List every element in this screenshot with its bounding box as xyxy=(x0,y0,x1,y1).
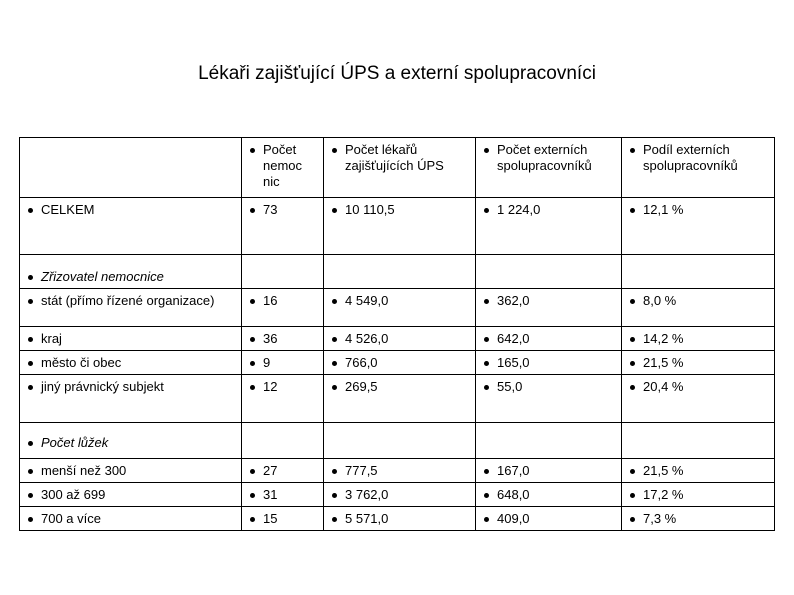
cell-share: 7,3 % xyxy=(622,507,775,531)
bullet-icon xyxy=(630,517,635,522)
header-row xyxy=(20,138,775,198)
cell-doctors: 5 571,0 xyxy=(324,507,476,531)
bullet-icon xyxy=(484,361,489,366)
header-line: Počet externích xyxy=(497,142,588,157)
bullet-icon xyxy=(332,148,337,153)
table-row xyxy=(20,327,775,351)
table-row xyxy=(20,375,775,423)
bullet-icon xyxy=(332,337,337,342)
bullet-icon xyxy=(28,337,33,342)
bullet-icon xyxy=(332,385,337,390)
header-line: nic xyxy=(263,174,280,189)
cell-doctors: 4 549,0 xyxy=(324,289,476,327)
cell-external: 362,0 xyxy=(476,289,622,327)
bullet-icon xyxy=(332,299,337,304)
table-row xyxy=(20,351,775,375)
bullet-icon xyxy=(28,441,33,446)
bullet-icon xyxy=(484,208,489,213)
bullet-icon xyxy=(250,517,255,522)
empty-cell xyxy=(242,255,324,289)
bullet-icon xyxy=(28,299,33,304)
row-label: CELKEM xyxy=(20,198,242,255)
header-line: spolupracovníků xyxy=(643,158,738,173)
bullet-icon xyxy=(28,361,33,366)
row-label: město či obec xyxy=(20,351,242,375)
cell-share: 21,5 % xyxy=(622,351,775,375)
table-row xyxy=(20,507,775,531)
cell-share: 17,2 % xyxy=(622,483,775,507)
section-heading-row xyxy=(20,255,775,289)
bullet-icon xyxy=(250,148,255,153)
bullet-icon xyxy=(630,361,635,366)
bullet-icon xyxy=(28,208,33,213)
bullet-icon xyxy=(484,299,489,304)
empty-cell xyxy=(324,255,476,289)
header-line: Podíl externích xyxy=(643,142,730,157)
page-title: Lékaři zajišťující ÚPS a externí spolupracovníci xyxy=(198,63,596,84)
bullet-icon xyxy=(630,385,635,390)
cell-external: 1 224,0 xyxy=(476,198,622,255)
row-label: stát (přímo řízené organizace) xyxy=(20,289,242,327)
empty-cell xyxy=(476,423,622,459)
bullet-icon xyxy=(332,469,337,474)
section-heading: Počet lůžek xyxy=(20,423,242,459)
empty-cell xyxy=(622,423,775,459)
table-row xyxy=(20,483,775,507)
bullet-icon xyxy=(332,493,337,498)
bullet-icon xyxy=(332,208,337,213)
cell-doctors: 3 762,0 xyxy=(324,483,476,507)
total-row xyxy=(20,198,775,255)
cell-hospitals: 15 xyxy=(242,507,324,531)
bullet-icon xyxy=(250,337,255,342)
cell-doctors: 269,5 xyxy=(324,375,476,423)
bullet-icon xyxy=(332,361,337,366)
cell-share: 8,0 % xyxy=(622,289,775,327)
cell-hospitals: 27 xyxy=(242,459,324,483)
cell-external: 167,0 xyxy=(476,459,622,483)
row-label: kraj xyxy=(20,327,242,351)
bullet-icon xyxy=(28,493,33,498)
bullet-icon xyxy=(250,493,255,498)
bullet-icon xyxy=(250,385,255,390)
row-label: jiný právnický subjekt xyxy=(20,375,242,423)
bullet-icon xyxy=(250,361,255,366)
row-label: menší než 300 xyxy=(20,459,242,483)
bullet-icon xyxy=(250,469,255,474)
cell-external: 409,0 xyxy=(476,507,622,531)
table-row xyxy=(20,289,775,327)
empty-cell xyxy=(476,255,622,289)
header-line: Počet lékařů xyxy=(345,142,418,157)
empty-cell xyxy=(324,423,476,459)
cell-doctors: 766,0 xyxy=(324,351,476,375)
cell-share: 14,2 % xyxy=(622,327,775,351)
cell-hospitals: 36 xyxy=(242,327,324,351)
cell-share: 20,4 % xyxy=(622,375,775,423)
section-heading: Zřizovatel nemocnice xyxy=(20,255,242,289)
data-table xyxy=(19,137,775,531)
bullet-icon xyxy=(28,517,33,522)
row-label: 300 až 699 xyxy=(20,483,242,507)
header-line: zajišťujících ÚPS xyxy=(345,158,444,173)
bullet-icon xyxy=(484,385,489,390)
bullet-icon xyxy=(484,493,489,498)
header-line: spolupracovníků xyxy=(497,158,592,173)
bullet-icon xyxy=(28,385,33,390)
header-cell-doctors xyxy=(324,138,476,198)
cell-doctors: 4 526,0 xyxy=(324,327,476,351)
table-row xyxy=(20,459,775,483)
empty-cell xyxy=(622,255,775,289)
cell-hospitals: 16 xyxy=(242,289,324,327)
section-heading-row xyxy=(20,423,775,459)
bullet-icon xyxy=(28,469,33,474)
empty-cell xyxy=(242,423,324,459)
cell-doctors: 777,5 xyxy=(324,459,476,483)
cell-external: 55,0 xyxy=(476,375,622,423)
bullet-icon xyxy=(28,275,33,280)
bullet-icon xyxy=(630,148,635,153)
bullet-icon xyxy=(484,517,489,522)
bullet-icon xyxy=(630,337,635,342)
cell-share: 21,5 % xyxy=(622,459,775,483)
cell-share: 12,1 % xyxy=(622,198,775,255)
header-line: Počet xyxy=(263,142,297,157)
header-cell-share xyxy=(622,138,775,198)
cell-hospitals: 31 xyxy=(242,483,324,507)
bullet-icon xyxy=(484,148,489,153)
bullet-icon xyxy=(332,517,337,522)
row-label: 700 a více xyxy=(20,507,242,531)
cell-external: 165,0 xyxy=(476,351,622,375)
cell-hospitals: 12 xyxy=(242,375,324,423)
cell-doctors: 10 110,5 xyxy=(324,198,476,255)
bullet-icon xyxy=(630,469,635,474)
cell-external: 642,0 xyxy=(476,327,622,351)
bullet-icon xyxy=(484,469,489,474)
cell-hospitals: 9 xyxy=(242,351,324,375)
bullet-icon xyxy=(630,208,635,213)
bullet-icon xyxy=(250,299,255,304)
header-cell-empty xyxy=(20,138,242,198)
header-line: nemoc xyxy=(263,158,303,173)
bullet-icon xyxy=(630,299,635,304)
bullet-icon xyxy=(630,493,635,498)
bullet-icon xyxy=(250,208,255,213)
cell-external: 648,0 xyxy=(476,483,622,507)
bullet-icon xyxy=(484,337,489,342)
header-cell-hospitals xyxy=(242,138,324,198)
cell-hospitals: 73 xyxy=(242,198,324,255)
header-cell-external xyxy=(476,138,622,198)
